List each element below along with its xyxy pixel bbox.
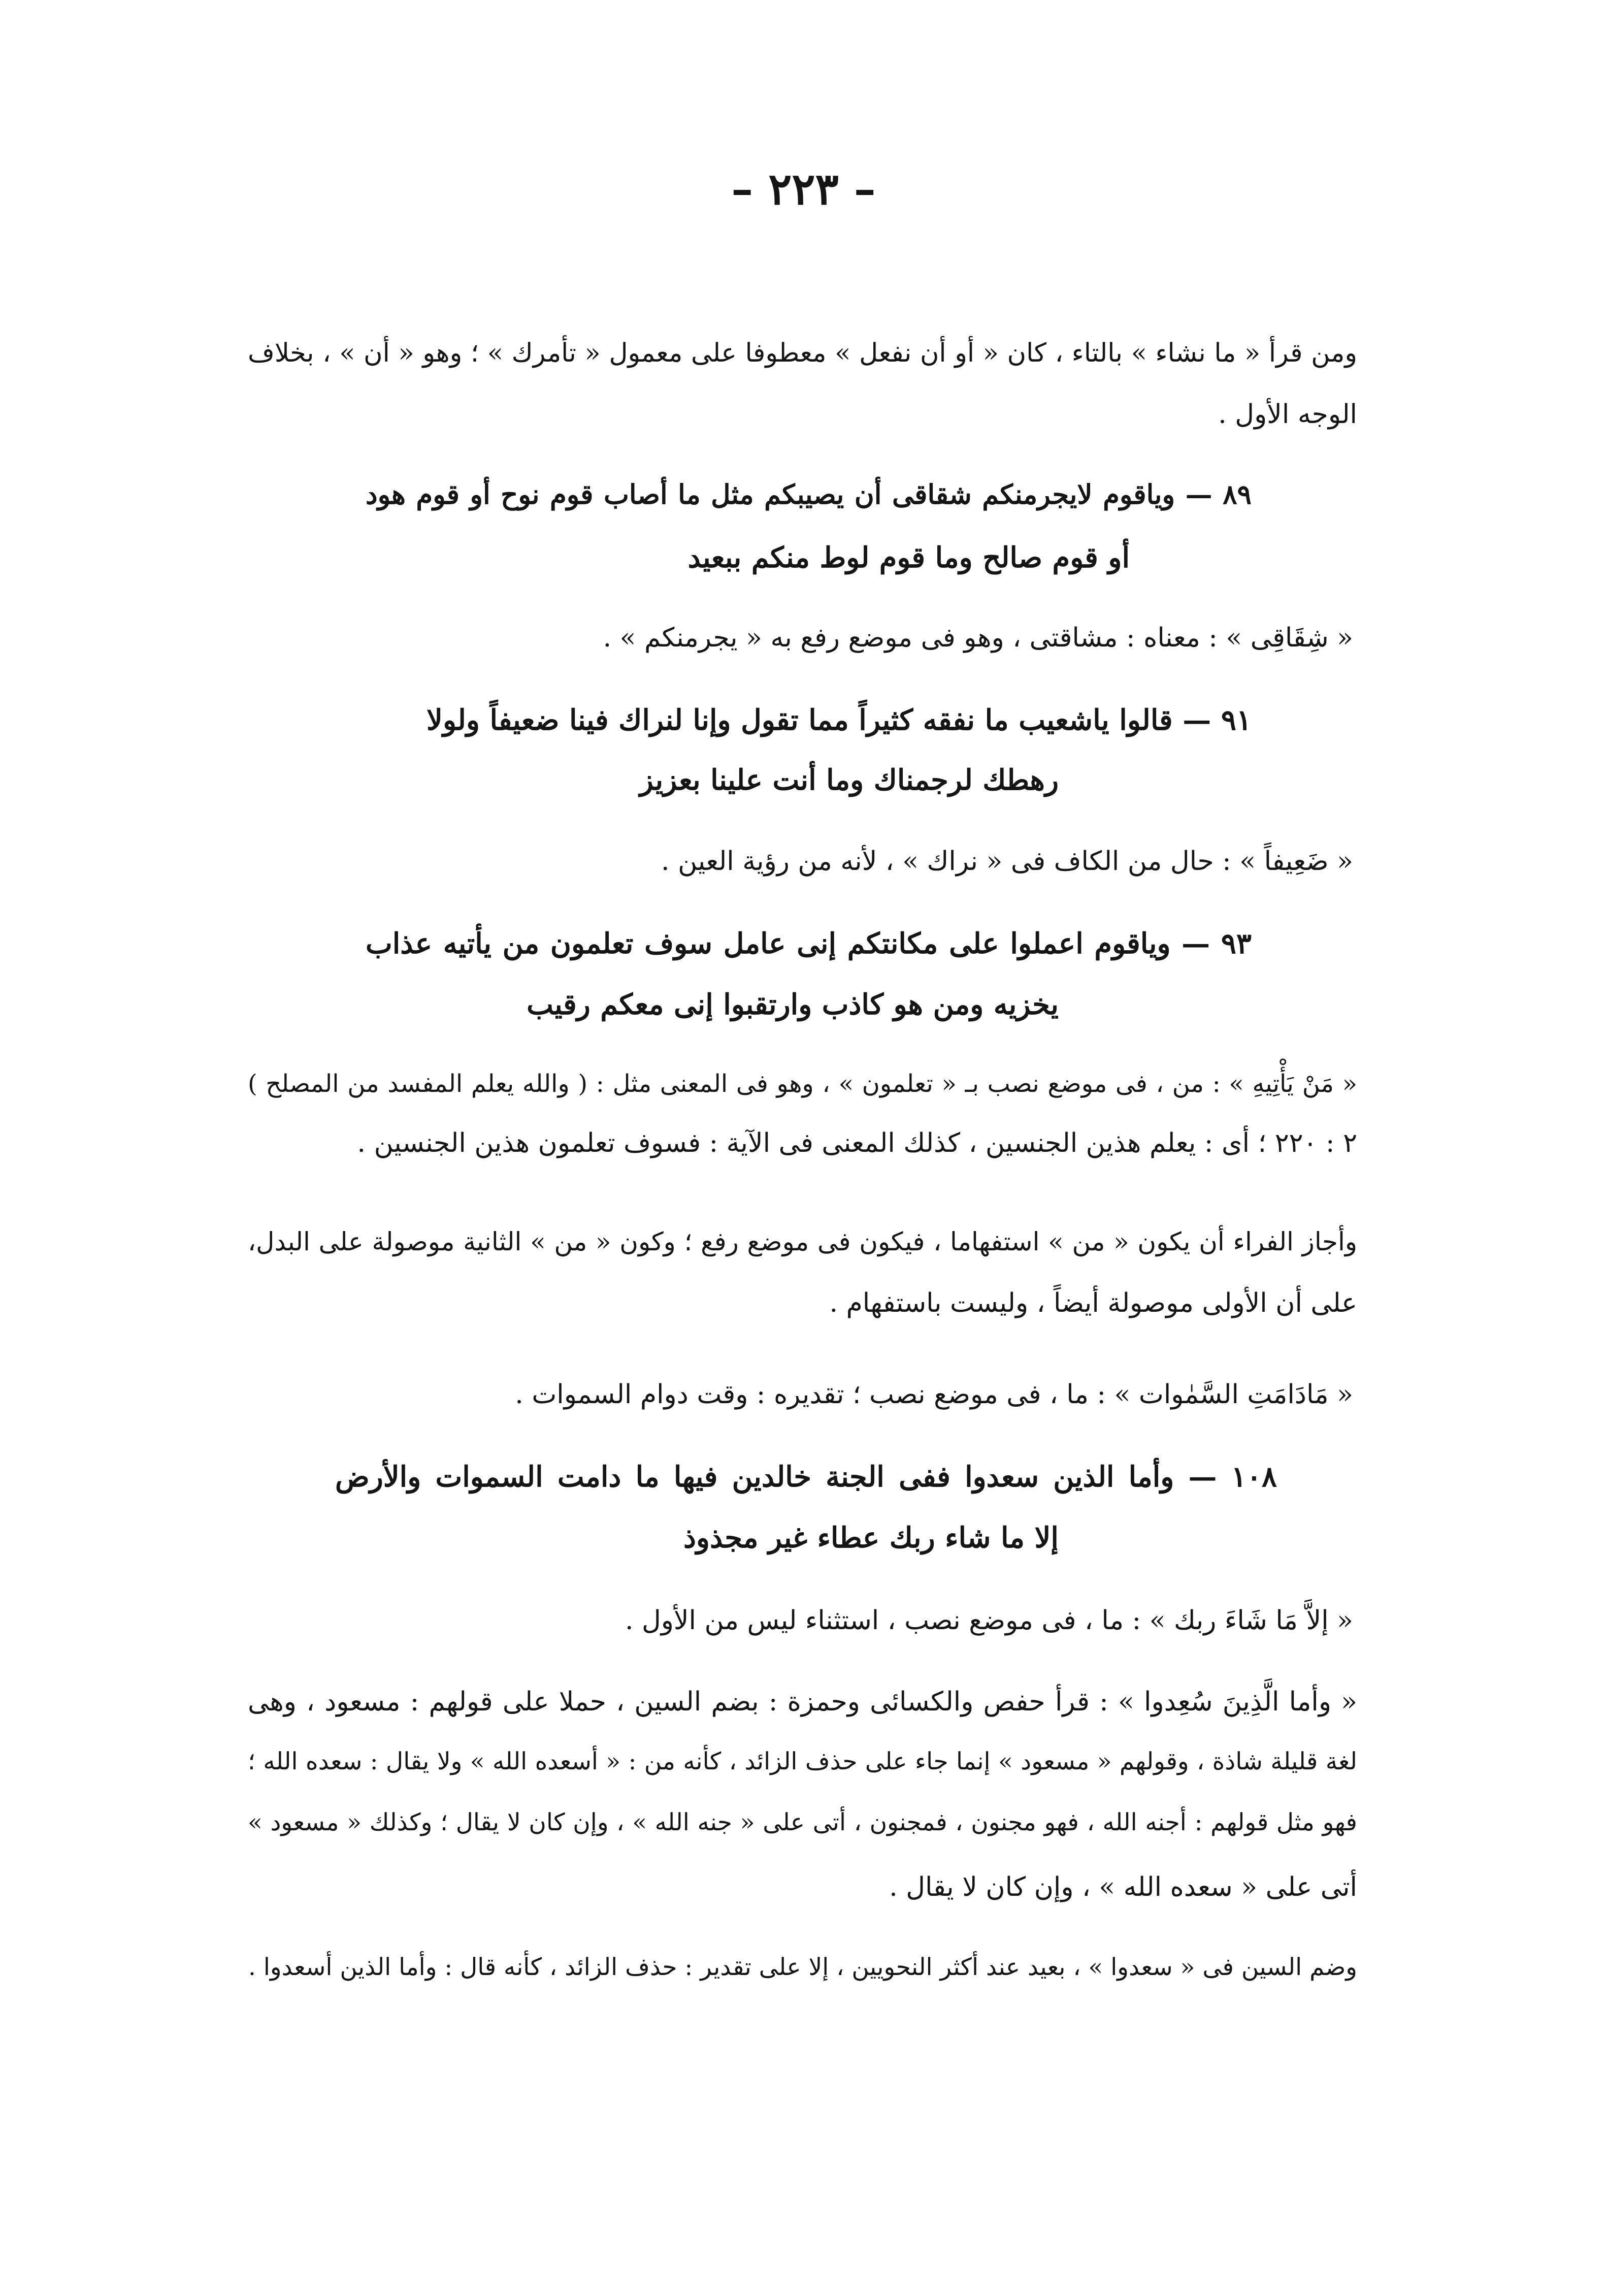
verse-line: رهطك لرجمناك وما أنت علينا بعزيز [639,763,1059,797]
text-line: « مَادَامَتِ السَّمٰوات » : ما ، فى موضع نصب ؛ تقديره : وقت دوام السموات . [515,1379,1353,1410]
text-line: ٢ : ٢٢٠ ؛ أى : يعلم هذين الجنسين ، كذلك المعنى فى الآية : فسوف تعلمون هذين الجنسين . [357,1128,1357,1158]
text-line: على أن الأولى موصولة أيضاً ، وليست باستفهام . [829,1288,1357,1318]
verse-line: ١٠٨ — وأما الذين سعدوا ففى الجنة خالدين فيها ما دامت السموات والأرض [335,1460,1277,1494]
text-line: « شِقَاقِى » : معناه : مشاقتى ، وهو فى موضع رفع به « يجرمنكم » . [603,623,1353,653]
verse-line: ٩٣ — وياقوم اعملوا على مكانتكم إنى عامل سوف تعلمون من يأتيه عذاب [366,927,1252,960]
text-line: الوجه الأول . [1218,399,1357,430]
text-line: أتى على « سعده الله » ، وإن كان لا يقال . [889,1872,1357,1902]
verse-line: ٨٩ — وياقوم لايجرمنكم شقاقى أن يصيبكم مثل ما أصاب قوم نوح أو قوم هود [366,479,1252,510]
text-line: « مَنْ يَأْتِيهِ » : من ، فى موضع نصب بـ « تعلمون » ، وهو فى المعنى مثل : ( والله يعلم المفسد من المصلح ) [248,1070,1357,1098]
verse-line: يخزيه ومن هو كاذب وارتقبوا إنى معكم رقيب [527,988,1059,1021]
text-line: « وأما الَّذِينَ سُعِدوا » : قرأ حفص والكسائى وحمزة : بضم السين ، حملا على قولهم : مسعود ، وهى [248,1687,1357,1717]
text-line: « إلاَّ مَا شَاءَ ربك » : ما ، فى موضع نصب ، استثناء ليس من الأول . [625,1605,1353,1636]
text-line: لغة قليلة شاذة ، وقولهم « مسعود » إنما جاء على حذف الزائد ، كأنه من : « أسعده الله » ولا يقال : سعده الله ؛ [248,1748,1357,1775]
page-number: – ٢٢٣ – [731,164,876,215]
text-line: فهو مثل قولهم : أجنه الله ، فهو مجنون ، فمجنون ، أتى على « جنه الله » ، وإن كان لا يقال ؛ وكذلك « مسعود » [248,1808,1357,1836]
verse-line: أو قوم صالح وما قوم لوط منكم ببعيد [687,541,1130,574]
text-line: وأجاز الفراء أن يكون « من » استفهاما ، فيكون فى موضع رفع ؛ وكون « من » الثانية موصولة على البدل، [248,1227,1357,1256]
text-line: ومن قرأ « ما نشاء » بالتاء ، كان « أو أن نفعل » معطوفا على معمول « تأمرك » ؛ وهو « أن » ، بخلاف [248,338,1357,368]
text-line: وضم السين فى « سعدوا » ، بعيد عند أكثر النحويين ، إلا على تقدير : حذف الزائد ، كأنه قال : وأما الذين أسعدوا . [248,1953,1357,1981]
verse-line: إلا ما شاء ربك عطاء غير مجذوذ [683,1521,1059,1555]
verse-line: ٩١ — قالوا ياشعيب ما نفقه كثيراً مما تقول وإنا لنراك فينا ضعيفاً ولولا [427,703,1252,737]
text-line: « ضَعِيفاً » : حال من الكاف فى « نراك » ، لأنه من رؤية العين . [661,846,1353,877]
